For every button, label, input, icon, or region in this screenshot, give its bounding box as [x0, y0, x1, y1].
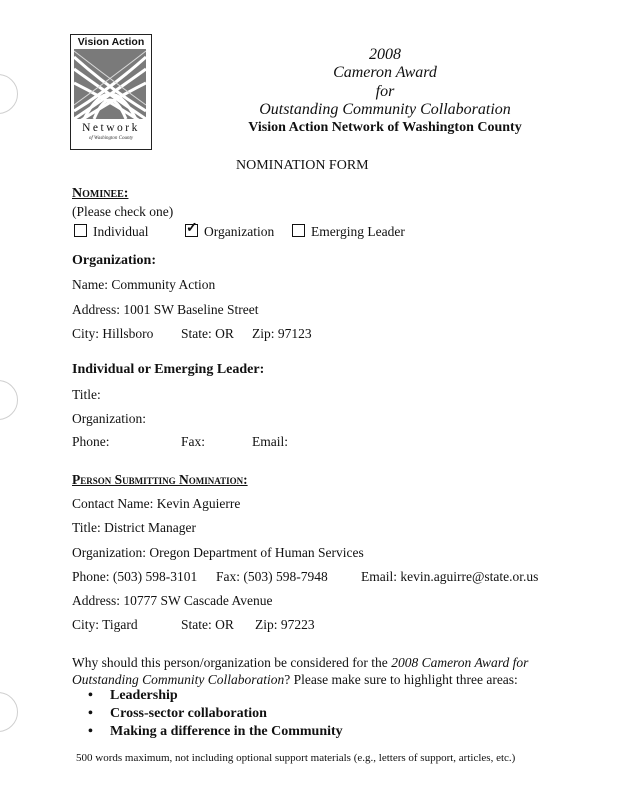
question-line-2: [72, 672, 518, 688]
award-category: Outstanding Community Collaboration: [259, 101, 511, 118]
submitter-address-field: Address: 10777 SW Cascade Avenue: [72, 593, 273, 608]
nominee-heading: Nominee:: [72, 186, 129, 201]
punch-hole-top: [0, 74, 18, 114]
submitter-heading: Person Submitting Nomination:: [72, 472, 248, 487]
question-line-1: [72, 655, 528, 671]
submitter-state-field: State: OR: [181, 617, 234, 632]
punch-hole-bottom: [0, 692, 18, 732]
submitter-title-field: Title: District Manager: [72, 520, 196, 535]
ind-email-field: Email:: [252, 434, 288, 449]
org-state-field: State: OR: [181, 326, 234, 341]
option-organization[interactable]: [185, 224, 274, 240]
submitter-contact-field: Contact Name: Kevin Aguierre: [72, 496, 241, 511]
submitter-zip-field: Zip: 97223: [255, 617, 315, 632]
option-emerging-leader[interactable]: [292, 224, 405, 240]
bullet-leadership: • Leadership: [88, 688, 178, 703]
network-name: Vision Action Network of Washington County: [248, 120, 522, 135]
submitter-phone-field: Phone: (503) 598-3101: [72, 569, 198, 584]
organization-heading: Organization:: [72, 253, 156, 268]
logo-weave-graphic: [74, 49, 146, 119]
form-title: NOMINATION FORM: [236, 158, 369, 173]
award-name: Cameron Award: [333, 64, 437, 81]
bullet-making-difference: • Making a difference in the Community: [88, 724, 343, 739]
question-award-italic: 2008 Cameron Award for: [391, 655, 529, 670]
organization-label: Organization: [204, 224, 275, 239]
nominee-instruction: (Please check one): [72, 204, 174, 219]
emerging-leader-checkbox[interactable]: [292, 224, 305, 237]
organization-checkbox[interactable]: [185, 224, 198, 237]
question-instruction: ? Please make sure to highlight three areas:: [284, 672, 518, 687]
question-text: Why should this person/organization be considered for the: [72, 655, 392, 670]
logo-sub-text: of Washington County: [88, 136, 134, 141]
submitter-city-field: City: Tigard: [72, 617, 138, 632]
emerging-leader-label: Emerging Leader: [311, 224, 405, 239]
org-zip-field: Zip: 97123: [252, 326, 312, 341]
org-address-field: Address: 1001 SW Baseline Street: [72, 302, 259, 317]
submitter-organization-field: Organization: Oregon Department of Human Services: [72, 545, 364, 560]
ind-organization-field: Organization:: [72, 411, 146, 426]
punch-hole-middle: [0, 380, 18, 420]
question-category-italic: Outstanding Community Collaboration: [72, 672, 285, 687]
org-city-field: City: Hillsboro: [72, 326, 154, 341]
individual-heading: Individual or Emerging Leader:: [72, 362, 265, 377]
ind-phone-field: Phone:: [72, 434, 110, 449]
ind-fax-field: Fax:: [181, 434, 206, 449]
ind-title-field: Title:: [72, 387, 101, 402]
org-name-field: Name: Community Action: [72, 277, 216, 292]
award-year: 2008: [369, 46, 401, 63]
option-individual[interactable]: [74, 224, 149, 240]
logo-top-text: Vision Action: [77, 36, 145, 48]
award-for: for: [375, 83, 395, 100]
individual-checkbox[interactable]: [74, 224, 87, 237]
bullet-cross-sector: • Cross-sector collaboration: [88, 706, 267, 721]
weave-icon: [74, 49, 146, 119]
individual-label: Individual: [93, 224, 149, 239]
logo-bottom-text: Network: [82, 122, 140, 134]
submitter-fax-field: Fax: (503) 598-7948: [216, 569, 328, 584]
submitter-email-field: Email: kevin.aguirre@state.or.us: [361, 569, 539, 584]
word-limit-note: 500 words maximum, not including optional support materials (e.g., letters of support, articles, etc.): [76, 752, 516, 764]
vision-action-network-logo: [70, 34, 152, 150]
